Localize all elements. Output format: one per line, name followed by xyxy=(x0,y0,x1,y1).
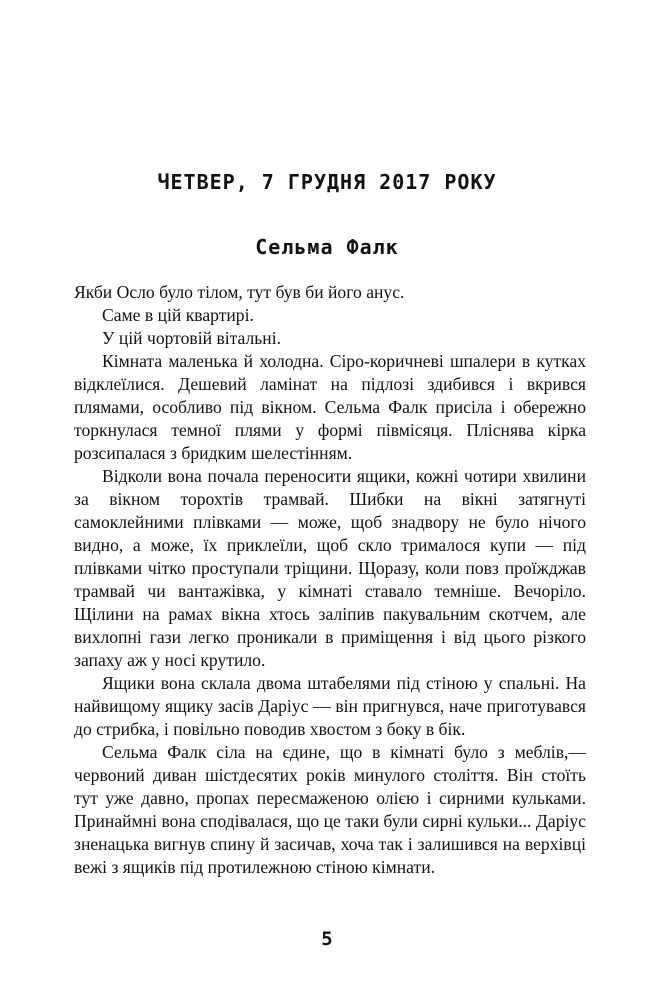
body-text xyxy=(74,281,586,879)
page-number: 5 xyxy=(321,928,333,950)
paragraph: Якби Осло було тілом, тут був би його анус. xyxy=(74,282,405,302)
paragraph: Сельма Фалк сіла на єдине, що в кімнаті було з меблів,— червоний диван шістдесятих років минулого століття. Він стоїть тут уже давно, пропах пересмаженою олією і сирними кульками. Принаймні вона сподівалася, що це таки були сирні кульки... Даріус зненацька вигнув спину й засичав, хоча так і залишився на верхівці вежі з ящиків під протилежною стіною кімнати. xyxy=(74,742,586,877)
chapter-character-heading: Сельма Фалк xyxy=(255,235,399,259)
chapter-date-heading: ЧЕТВЕР, 7 ГРУДНЯ 2017 РОКУ xyxy=(157,170,497,194)
paragraph: Саме в цій квартирі. xyxy=(102,305,254,325)
paragraph: У цій чортовій вітальні. xyxy=(102,328,282,348)
paragraph: Ящики вона склала двома штабелями під стіною у спальні. На найвищому ящику засів Даріус — він пригнувся, наче приготувався до стрибка, і повільно поводив хвостом з боку в бік. xyxy=(74,673,586,739)
paragraph: Кімната маленька й холодна. Сіро-коричневі шпалери в кутках відклеїлися. Дешевий ламінат на підлозі здибився і вкрився плямами, особливо під вікном. Сельма Фалк присіла і обережно торкнулася темної плями у формі півмісяця. Пліснява кірка розсипалася з бридким шелестінням. xyxy=(74,351,586,463)
paragraph: Відколи вона почала переносити ящики, кожні чотири хвилини за вікном торохтів трамвай. Шибки на вікні затягнуті самоклейними плівками — може, щоб знадвору не було нічого видно, а може, їх приклеїли, щоб скло трималося купи — під плівками чітко проступали тріщини. Щоразу, коли повз проїжджав трамвай чи вантажівка, у кімнаті ставало темніше. Вечоріло. Щілини на рамах вікна хтось заліпив пакувальним скотчем, але вихлопні гази легко проникали в приміщення і від цього різкого запаху аж у носі крутило. xyxy=(74,466,586,670)
